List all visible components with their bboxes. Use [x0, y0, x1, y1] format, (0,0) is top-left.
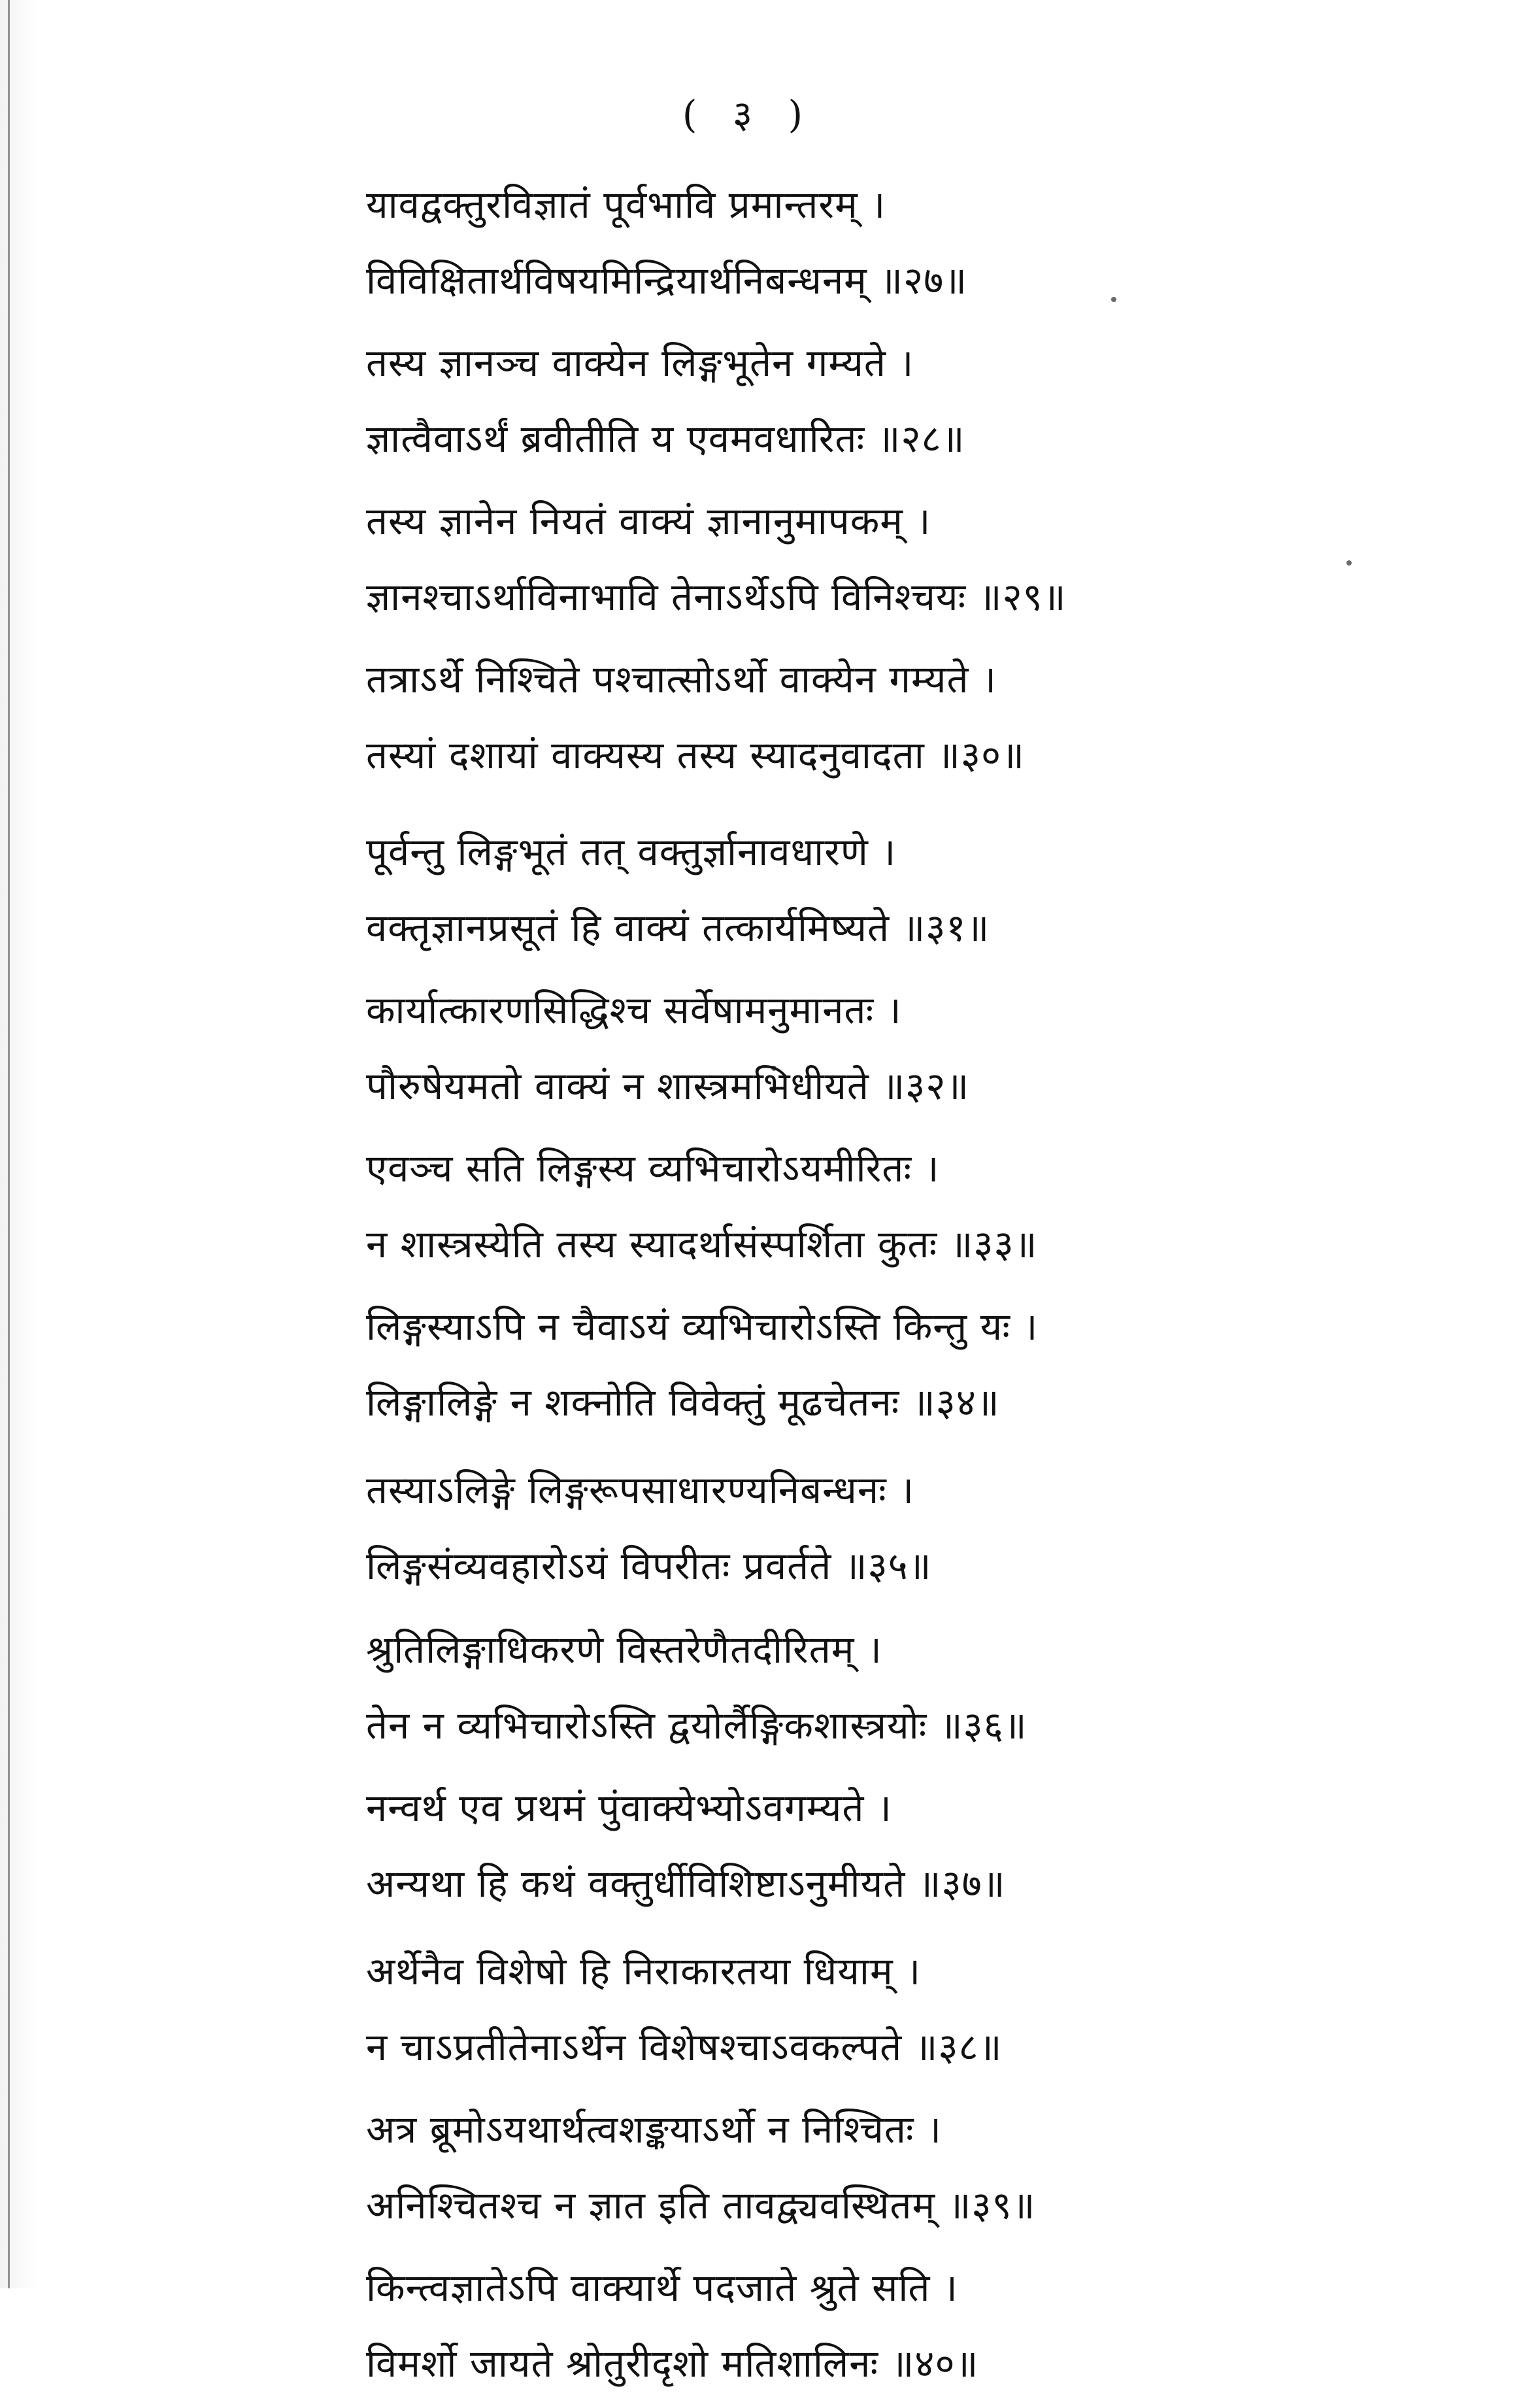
- scan-speck: [1346, 560, 1352, 566]
- verse-32-line-1: कार्यात्कारणसिद्धिश्च सर्वेषामनुमानतः ।: [366, 988, 902, 1032]
- verse-28: [366, 325, 1314, 477]
- verse-37-line-1: नन्वर्थ एव प्रथमं पुंवाक्येभ्योऽवगम्यते ।: [366, 1786, 892, 1830]
- verse-29-line-2: ज्ञानश्चाऽर्थाविनाभावि तेनाऽर्थेऽपि विनिश्चयः ॥२९॥: [366, 575, 1067, 619]
- verse-29-line-1: तस्य ज्ञानेन नियतं वाक्यं ज्ञानानुमापकम् ।: [366, 499, 931, 543]
- binding-edge-line: [8, 0, 10, 2288]
- verse-36-line-1: श्रुतिलिङ्गाधिकरणे विस्तरेणैतदीरितम् ।: [366, 1627, 882, 1672]
- verse-31-line-2: वक्तृज्ञानप्रसूतं हि वाक्यं तत्कार्यमिष्यते ॥३१॥: [366, 906, 990, 950]
- verse-30: [366, 641, 1314, 793]
- verse-40: [366, 2250, 1314, 2401]
- verse-35-line-2: लिङ्गसंव्यवहारोऽयं विपरीतः प्रवर्तते ॥३५॥: [366, 1544, 932, 1588]
- verse-37-line-2: अन्यथा हि कथं वक्तुर्धीविशिष्टाऽनुमीयते ॥३७॥: [366, 1861, 1006, 1906]
- verse-27-line-1: यावद्वक्तुरविज्ञातं पूर्वभावि प्रमान्तरम् ।: [366, 182, 886, 227]
- verse-28-line-2: ज्ञात्वैवाऽर्थं ब्रवीतीति य एवमवधारितः ॥२८॥: [366, 416, 965, 461]
- verse-31: [366, 814, 1314, 966]
- verse-39: [366, 2092, 1314, 2243]
- verse-33: [366, 1130, 1314, 1282]
- verse-39-line-2: अनिश्चितश्च न ज्ञात इति तावद्व्यवस्थितम् ॥३९॥: [366, 2183, 1036, 2228]
- verse-34-line-2: लिङ्गालिङ्गे न शक्नोति विवेक्तुं मूढचेतनः ॥३४॥: [366, 1380, 1000, 1425]
- verse-40-line-2: विमर्शो जायते श्रोतुरीदृशो मतिशालिनः ॥४०॥: [366, 2341, 979, 2386]
- verse-35-line-1: तस्याऽलिङ्गे लिङ्गरूपसाधारण्यनिबन्धनः ।: [366, 1468, 915, 1512]
- verse-34: [366, 1289, 1314, 1440]
- verse-30-line-1: तत्राऽर्थे निश्चिते पश्चात्सोऽर्थो वाक्येन गम्यते ।: [366, 657, 997, 702]
- verse-27: [366, 167, 1314, 318]
- verse-38: [366, 1933, 1314, 2085]
- verse-32: [366, 972, 1314, 1124]
- verse-28-line-1: तस्य ज्ञानञ्च वाक्येन लिङ्गभूतेन गम्यते ।: [366, 341, 914, 385]
- verse-38-line-1: अर्थेनैव विशेषो हि निराकारतया धियाम् ।: [366, 1949, 922, 1993]
- verse-33-line-1: एवञ्च सति लिङ्गस्य व्यभिचारोऽयमीरितः ।: [366, 1146, 940, 1191]
- verse-36: [366, 1612, 1314, 1763]
- verse-33-line-2: न शास्त्रस्येति तस्य स्यादर्थासंस्पर्शिता कुतः ॥३३॥: [366, 1222, 1038, 1266]
- verse-30-line-2: तस्यां दशायां वाक्यस्य तस्य स्यादनुवादता ॥३०॥: [366, 733, 1025, 777]
- sanskrit-verse-text: [366, 167, 1314, 2408]
- verse-34-line-1: लिङ्गस्याऽपि न चैवाऽयं व्यभिचारोऽस्ति किन्तु यः ।: [366, 1304, 1039, 1349]
- verse-40-line-1: किन्त्वज्ञातेऽपि वाक्यार्थे पदजाते श्रुते सति ।: [366, 2265, 958, 2310]
- verse-36-line-2: तेन न व्यभिचारोऽस्ति द्वयोर्लैङ्गिकशास्त्रयोः ॥३६॥: [366, 1703, 1027, 1748]
- verse-38-line-2: न चाऽप्रतीतेनाऽर्थेन विशेषश्चाऽवकल्पते ॥३८॥: [366, 2025, 1003, 2069]
- verse-27-line-2: विविक्षितार्थविषयमिन्द्रियार्थनिबन्धनम् ॥२७॥: [366, 258, 968, 303]
- verse-32-line-2: पौरुषेयमतो वाक्यं न शास्त्रमभिधीयते ॥३२॥: [366, 1064, 970, 1108]
- verse-39-line-1: अत्र ब्रूमोऽयथार्थत्वशङ्कयाऽर्थो न निश्चितः ।: [366, 2107, 943, 2152]
- verse-29: [366, 483, 1314, 635]
- verse-31-line-1: पूर्वन्तु लिङ्गभूतं तत् वक्तुर्ज्ञानावधारणे ।: [366, 830, 897, 874]
- verse-37: [366, 1770, 1314, 1922]
- page-number: ( ३ ): [682, 92, 815, 137]
- verse-35: [366, 1452, 1314, 1604]
